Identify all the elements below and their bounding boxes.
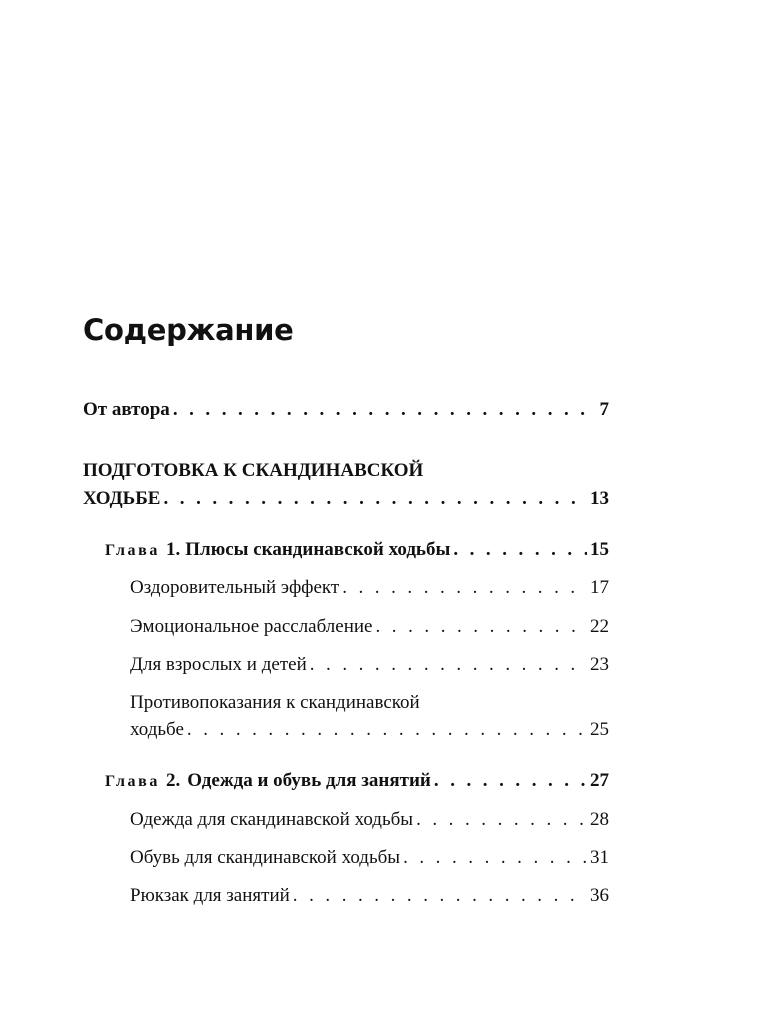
- toc-page-number: 25: [590, 719, 609, 740]
- toc-entry-chapter-2[interactable]: [105, 771, 609, 790]
- toc-leader: [163, 489, 587, 508]
- toc-page-number: 31: [590, 847, 609, 868]
- chapter-prefix: Глава: [105, 542, 160, 559]
- toc-leader: [403, 848, 587, 867]
- toc-leader: [376, 617, 588, 636]
- chapter-title: Одежда и обувь для занятий: [187, 770, 431, 791]
- toc-leader: [293, 886, 587, 905]
- toc-page-number: 28: [590, 809, 609, 830]
- toc-entry-label: Эмоциональное расслабление: [130, 616, 373, 637]
- toc-entry-label-line2: ходьбе: [130, 719, 184, 740]
- page-title: Содержание: [83, 313, 294, 347]
- chapter-prefix: Глава: [105, 773, 160, 790]
- chapter-number: 2.: [166, 770, 181, 791]
- toc-page-number: 36: [590, 885, 609, 906]
- toc-entry-label: Для взрослых и детей: [130, 654, 307, 675]
- toc-leader: [342, 578, 587, 597]
- toc-leader: [453, 540, 587, 559]
- toc-page-number: 27: [590, 770, 609, 791]
- toc-page-number: 13: [590, 488, 609, 509]
- toc-entry-label: Рюкзак для занятий: [130, 885, 290, 906]
- toc-part-title-line2: ХОДЬБЕ: [83, 488, 161, 509]
- toc-entry-section[interactable]: [130, 886, 609, 905]
- toc-entry-author[interactable]: [83, 400, 609, 419]
- toc-page-number: 23: [590, 654, 609, 675]
- toc-entry-label: Одежда для скандинавской ходьбы: [130, 809, 414, 830]
- toc-leader: [187, 720, 587, 739]
- toc-page-number: 7: [599, 399, 609, 420]
- toc-page-number: 17: [590, 577, 609, 598]
- toc-entry-label: От автора: [83, 399, 170, 420]
- toc-entry-section[interactable]: [130, 848, 609, 867]
- chapter-number: 1.: [166, 539, 181, 560]
- chapter-title: Плюсы скандинавской ходьбы: [185, 539, 451, 560]
- toc-entry-label: Обувь для скандинавской ходьбы: [130, 847, 401, 868]
- toc-entry-section[interactable]: [130, 655, 609, 674]
- toc-leader: [173, 400, 597, 419]
- toc-entry-section[interactable]: [130, 617, 609, 636]
- toc-entry-part[interactable]: [83, 489, 609, 508]
- toc-leader: [310, 655, 587, 674]
- toc-page-number: 15: [590, 539, 609, 560]
- toc-entry-chapter-1[interactable]: [105, 540, 609, 559]
- toc-entry-label-line1: Противопоказания к скандинавской: [130, 692, 420, 713]
- toc-part-title-line1: ПОДГОТОВКА К СКАНДИНАВСКОЙ: [83, 460, 424, 481]
- toc-page-number: 22: [590, 616, 609, 637]
- toc-leader: [434, 771, 587, 790]
- toc-entry-section[interactable]: [130, 810, 609, 829]
- toc-leader: [416, 810, 587, 829]
- toc-entry-section[interactable]: [130, 578, 609, 597]
- toc-entry-label: Оздоровительный эффект: [130, 577, 340, 598]
- toc-entry-section[interactable]: [130, 720, 609, 739]
